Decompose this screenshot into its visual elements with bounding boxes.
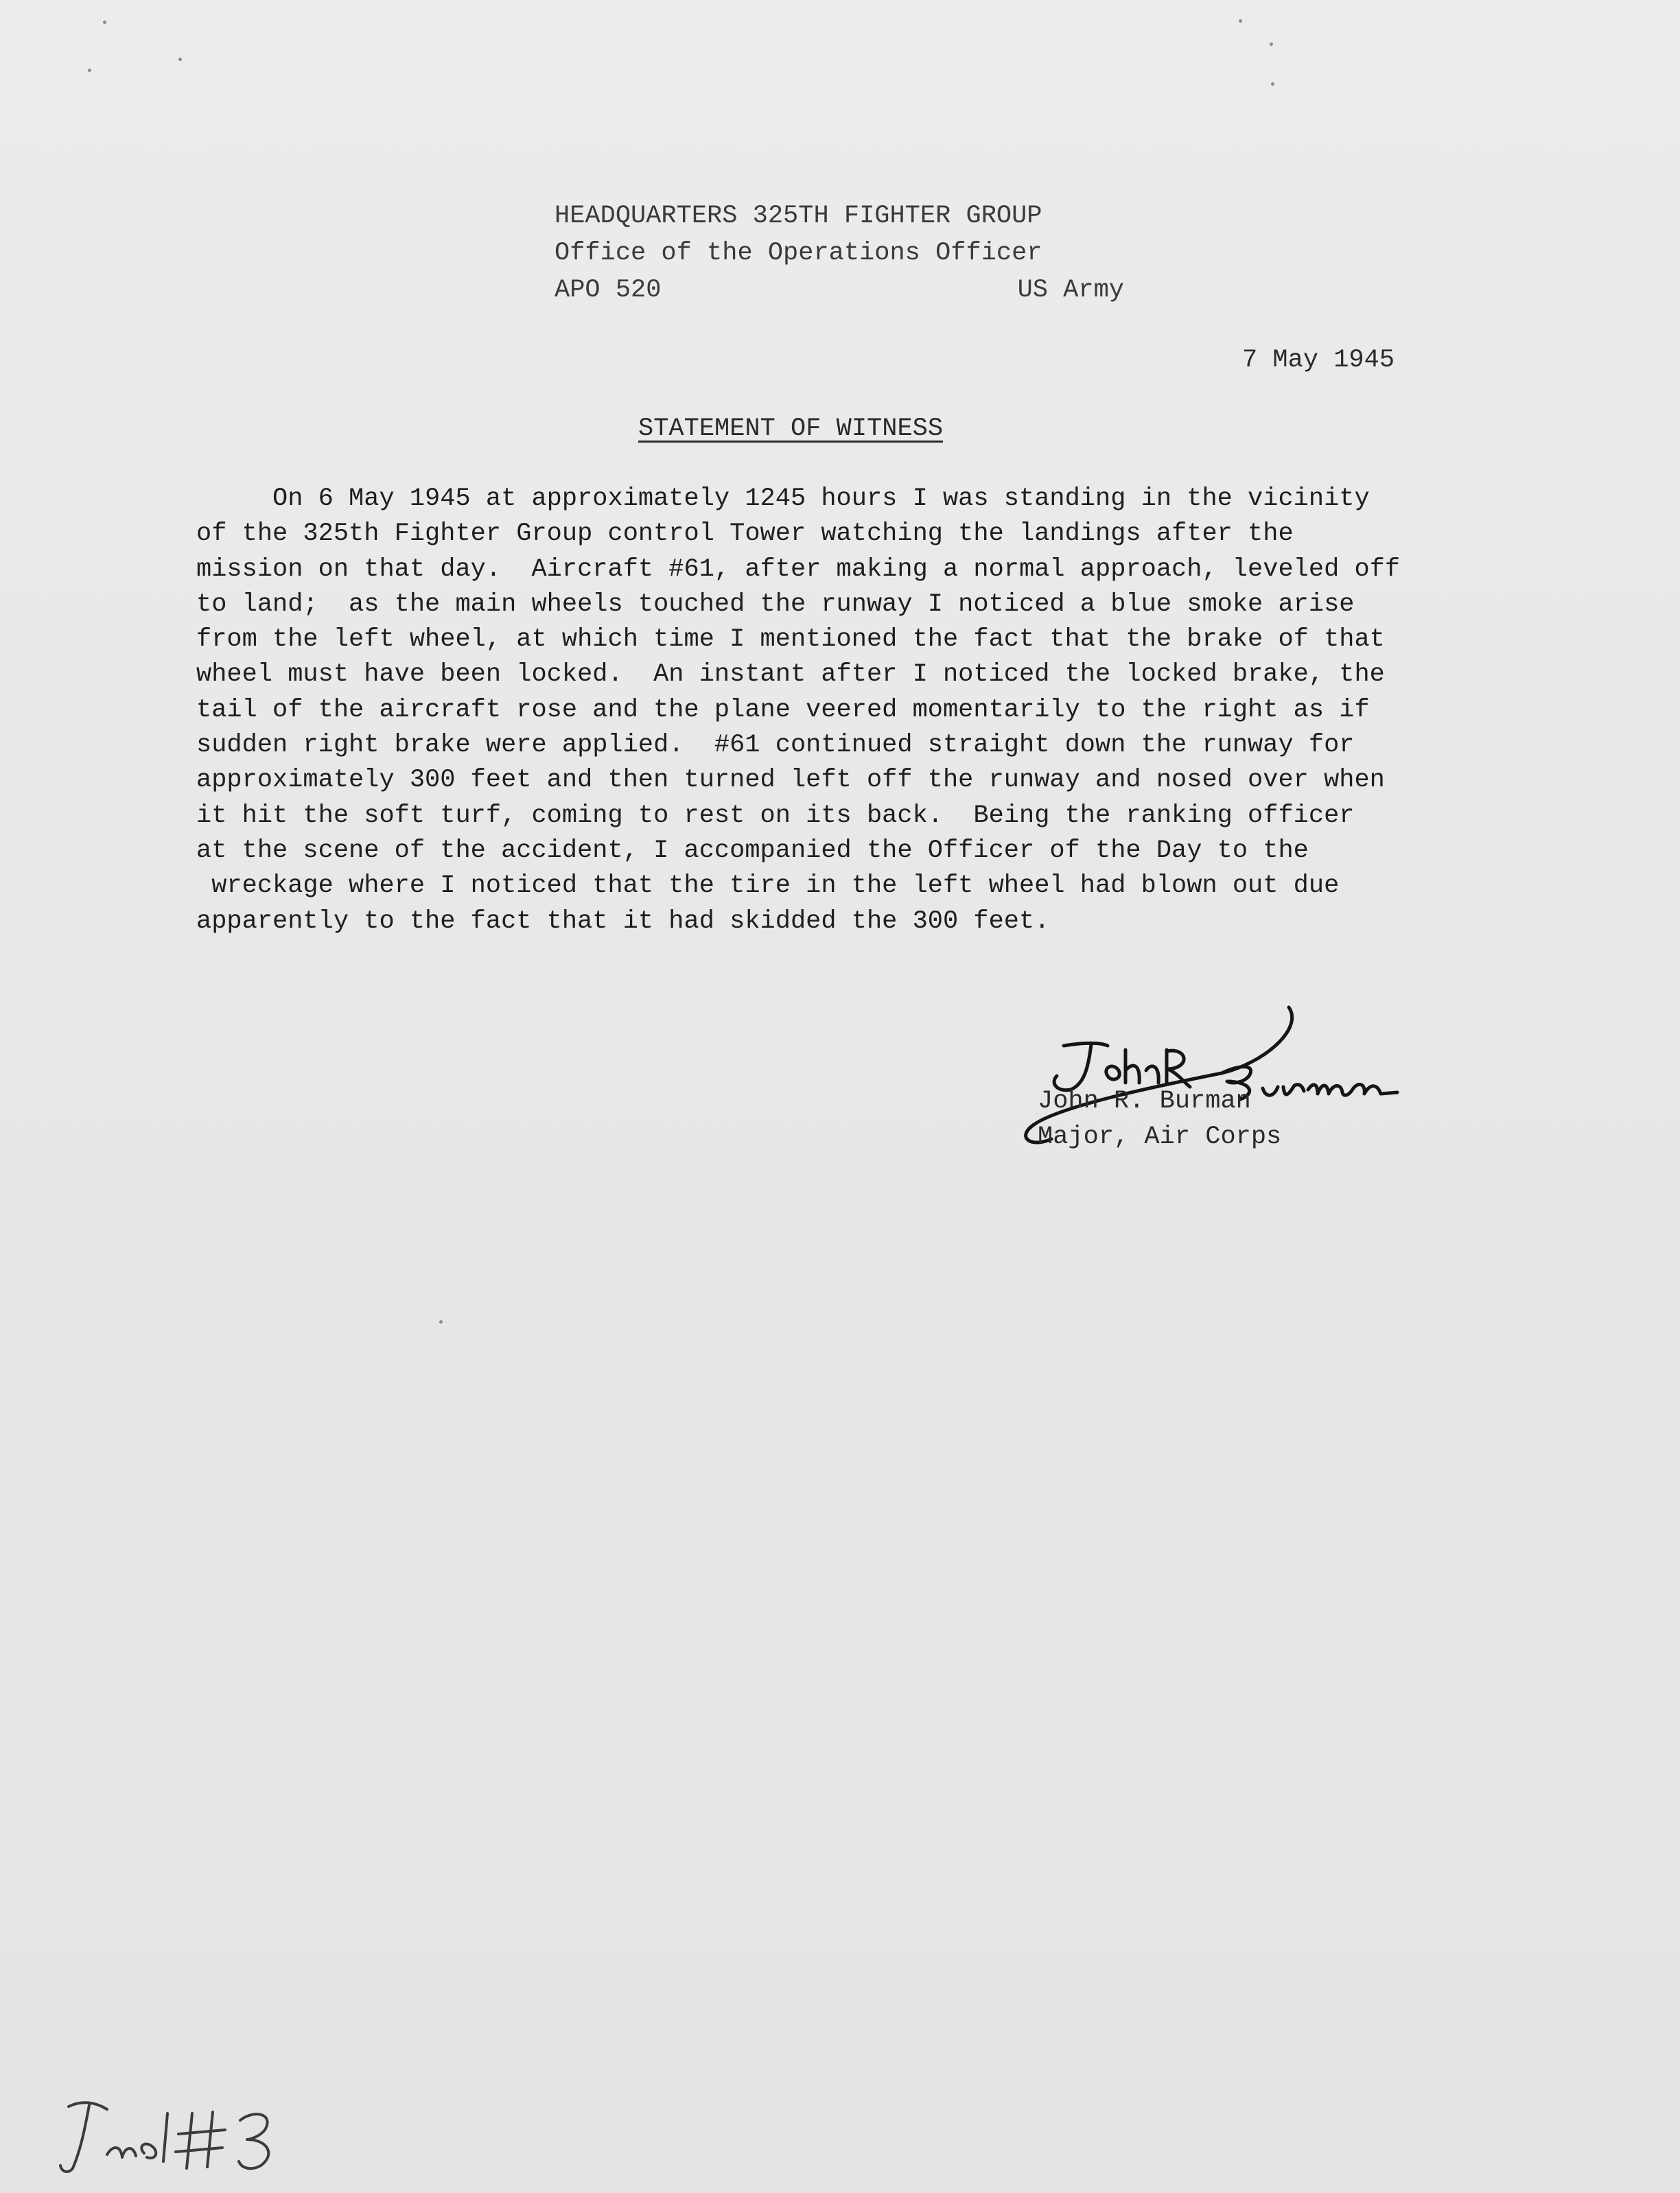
body-line: it hit the soft turf, coming to rest on its back. Being the ranking officer <box>196 801 1355 830</box>
scan-speck <box>103 21 106 24</box>
body-line: sudden right brake were applied. #61 continued straight down the runway for <box>196 731 1355 760</box>
scan-speck <box>1271 82 1274 86</box>
body-line: mission on that day. Aircraft #61, after making a normal approach, leveled off <box>196 554 1401 584</box>
body-line: On 6 May 1945 at approximately 1245 hours I was standing in the vicinity <box>196 484 1370 513</box>
body-line: at the scene of the accident, I accompanied the Officer of the Day to the <box>196 836 1309 865</box>
signer-name: John R. Burman <box>1038 1087 1251 1116</box>
signature-block <box>961 1002 1441 1166</box>
letterhead-address <box>555 272 1124 309</box>
body-line: apparently to the fact that it had skidded the 300 feet. <box>196 906 1050 936</box>
signer-rank: Major, Air Corps <box>1038 1123 1282 1151</box>
scan-speck <box>1270 43 1273 46</box>
scan-speck <box>88 69 91 72</box>
scan-speck <box>1239 19 1242 23</box>
body-line: approximately 300 feet and then turned left off the runway and nosed over when <box>196 766 1385 795</box>
body-line: of the 325th Fighter Group control Tower watching the landings after the <box>196 519 1294 549</box>
letterhead-unit: HEADQUARTERS 325TH FIGHTER GROUP <box>555 202 1042 231</box>
body-line: to land; as the main wheels touched the runway I noticed a blue smoke arise <box>196 589 1355 619</box>
body-line: wheel must have been locked. An instant after I noticed the locked brake, the <box>196 660 1385 690</box>
handwritten-enclosure-note <box>41 2086 329 2182</box>
letterhead-army: US Army <box>1017 276 1124 305</box>
letterhead <box>555 198 1124 309</box>
letterhead-office: Office of the Operations Officer <box>555 239 1042 268</box>
letterhead-apo: APO 520 <box>555 276 662 305</box>
document-date: 7 May 1945 <box>1242 346 1395 375</box>
document-title: STATEMENT OF WITNESS <box>638 414 944 443</box>
scan-speck <box>439 1320 443 1324</box>
body-line: tail of the aircraft rose and the plane veered momentarily to the right as if <box>196 695 1370 725</box>
scan-speck <box>178 58 182 61</box>
body-line: from the left wheel, at which time I mentioned the fact that the brake of that <box>196 625 1385 655</box>
body-line: wreckage where I noticed that the tire in the left wheel had blown out due <box>196 871 1340 901</box>
statement-body <box>196 482 1610 939</box>
